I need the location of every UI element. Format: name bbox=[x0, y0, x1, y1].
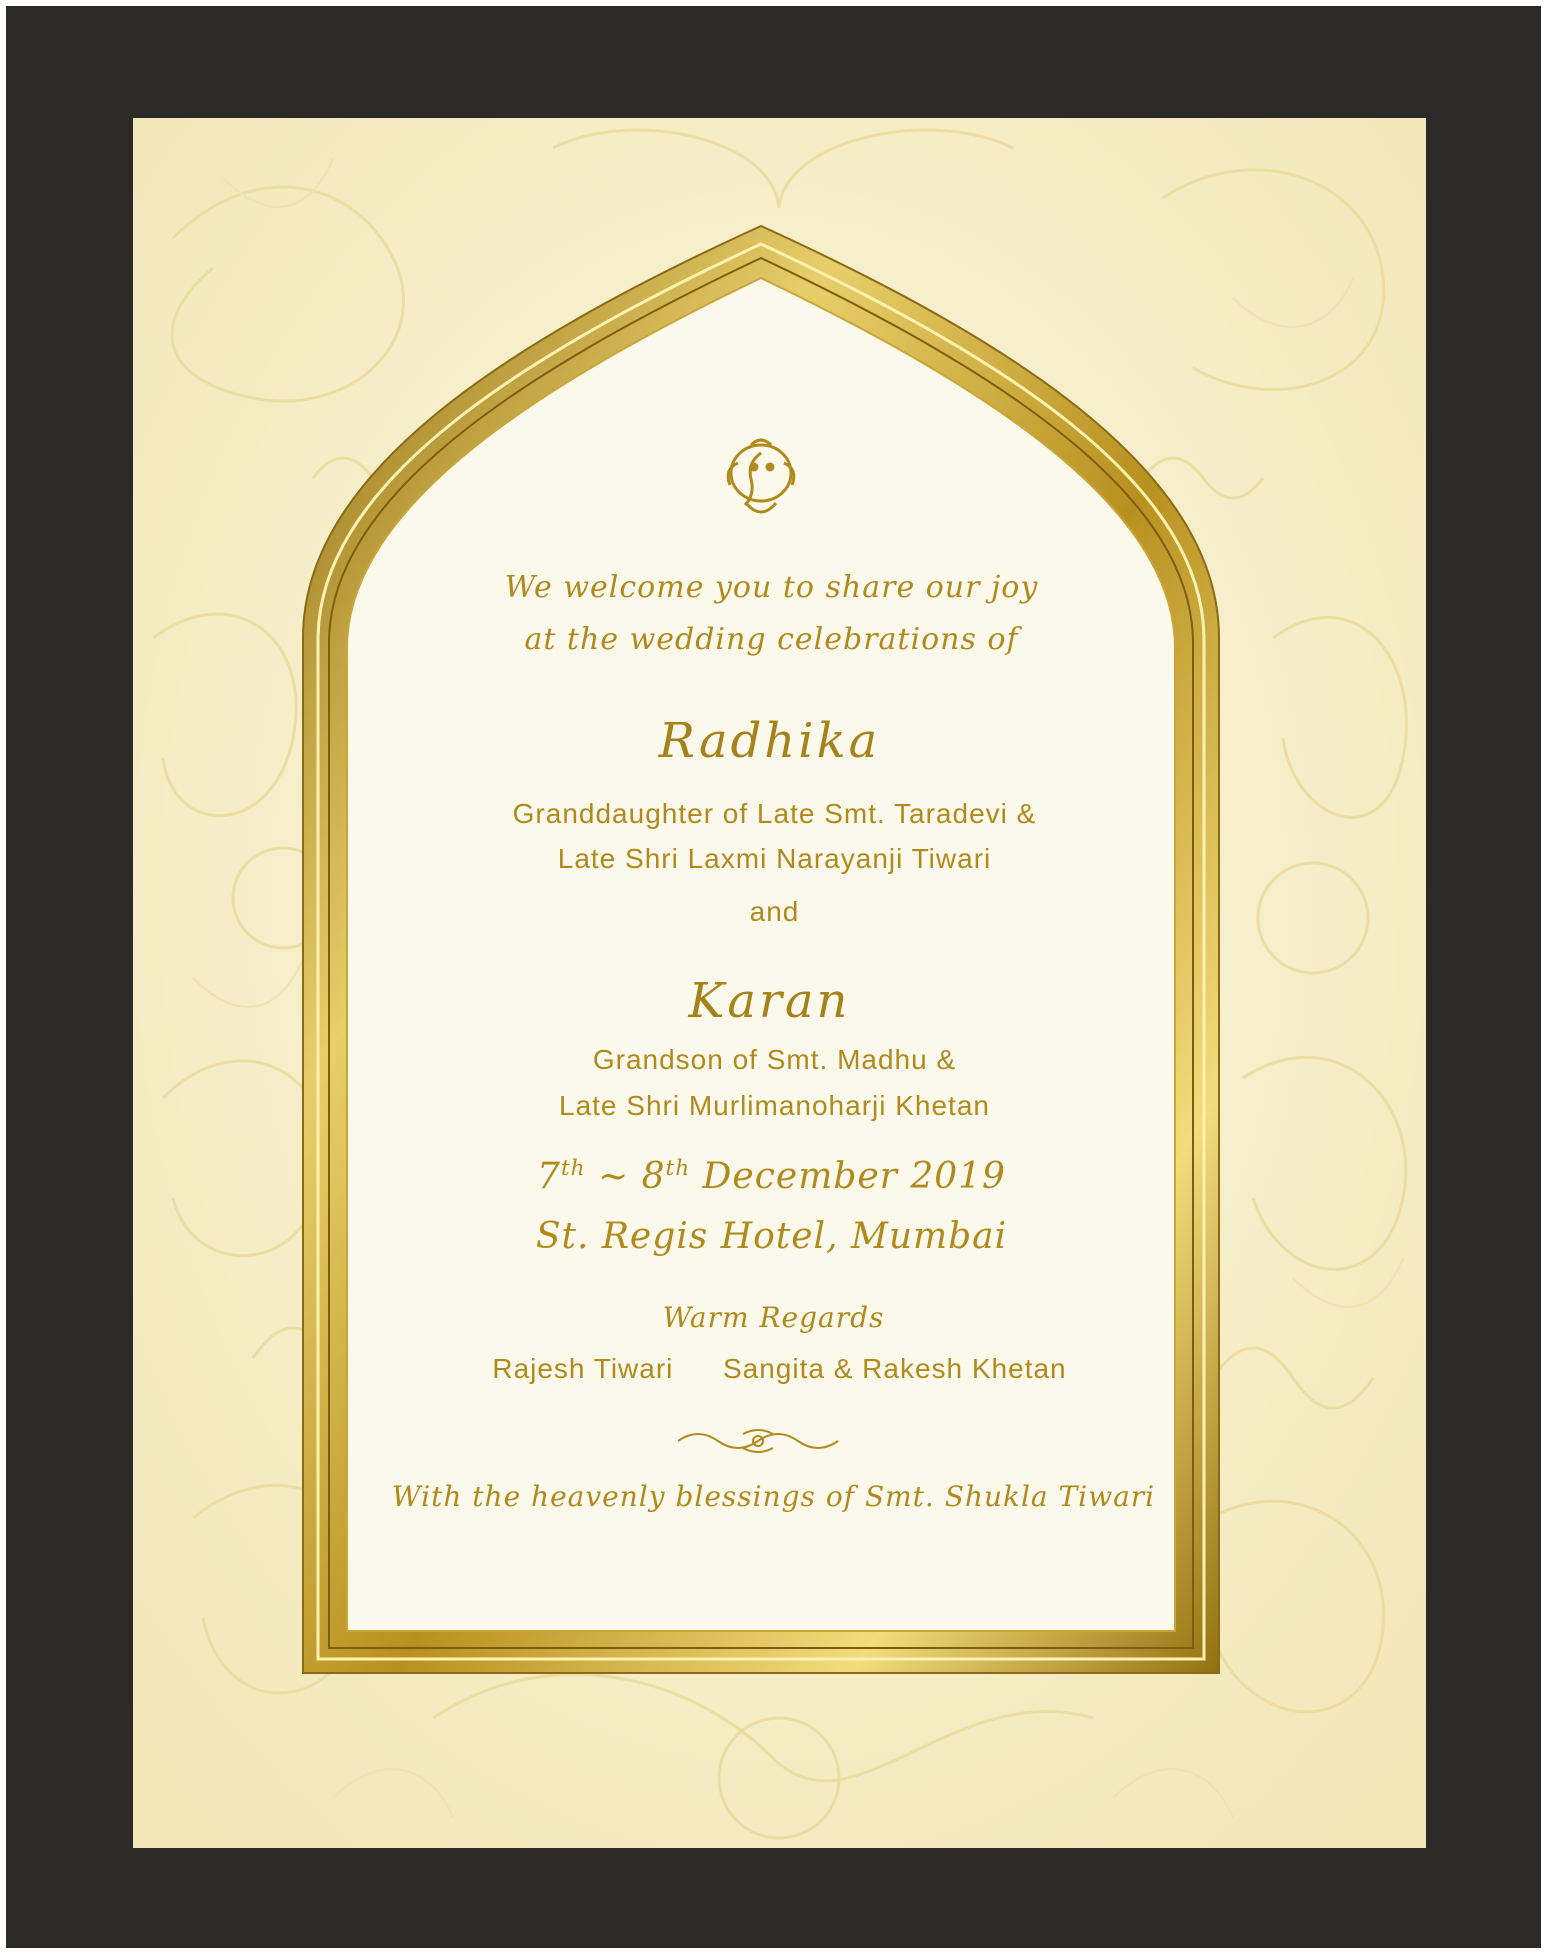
welcome-line-2: at the wedding celebrations of bbox=[524, 622, 1019, 657]
hosts-line bbox=[133, 1353, 1426, 1385]
groom-name: Karan bbox=[688, 973, 851, 1029]
bride-name: Radhika bbox=[658, 713, 881, 769]
event-date: 7th ~ 8th December 2019 bbox=[537, 1156, 1006, 1197]
groom-line-2: Late Shri Murlimanoharji Khetan bbox=[559, 1090, 990, 1121]
photo-frame bbox=[6, 6, 1541, 1948]
bride-line-2: Late Shri Laxmi Narayanji Tiwari bbox=[557, 843, 992, 874]
event-venue: St. Regis Hotel, Mumbai bbox=[535, 1216, 1008, 1257]
host-2: Sangita & Rakesh Khetan bbox=[722, 1353, 1067, 1384]
welcome-line-1: We welcome you to share our joy bbox=[504, 570, 1039, 605]
groom-line-1: Grandson of Smt. Madhu & bbox=[592, 1044, 957, 1075]
flourish-divider-icon bbox=[673, 1426, 843, 1456]
regards-label: Warm Regards bbox=[662, 1301, 885, 1334]
bride-line-1: Granddaughter of Late Smt. Taradevi & bbox=[512, 798, 1037, 829]
blessing-line: With the heavenly blessings of Smt. Shukla Tiwari bbox=[391, 1480, 1156, 1513]
ganesha-emblem-icon bbox=[716, 433, 806, 533]
host-1: Rajesh Tiwari bbox=[492, 1353, 674, 1384]
conjunction-text: and bbox=[749, 896, 800, 927]
invitation-card bbox=[133, 118, 1426, 1848]
